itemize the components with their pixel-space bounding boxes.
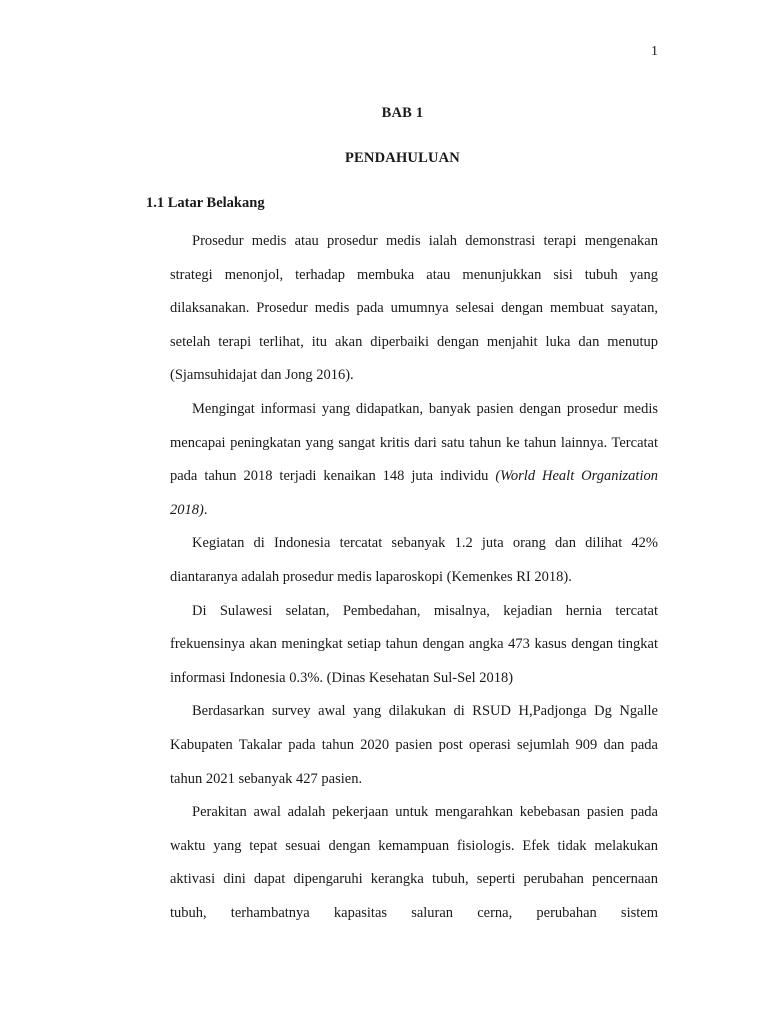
paragraph-text: Kegiatan di Indonesia tercatat sebanyak 1.2 juta orang dan dilihat 42% diantaranya adalah prosedur medis laparoskopi (Kemenkes RI 2018).	[170, 535, 658, 585]
paragraph-3	[170, 527, 658, 594]
chapter-title: PENDAHULUAN	[345, 150, 460, 166]
body-text	[170, 225, 658, 930]
paragraph-5	[170, 695, 658, 796]
section-heading: 1.1 Latar Belakang	[146, 195, 265, 211]
paragraph-6	[170, 796, 658, 930]
paragraph-tail: .	[203, 501, 208, 518]
paragraph-4	[170, 595, 658, 696]
paragraph-text: Berdasarkan survey awal yang dilakukan di RSUD H,Padjonga Dg Ngalle Kabupaten Takalar pada tahun 2020 pasien post operasi sejumlah 909 dan pada tahun 2021 sebanyak 427 pasien.	[170, 703, 658, 787]
paragraph-text: Mengingat informasi yang didapatkan, banyak pasien dengan prosedur medis mencapai peningkatan yang sangat kritis dari satu tahun ke tahun lainnya. Tercatat pada tahun 2018 terjadi kenaikan 148 juta individu	[170, 400, 658, 485]
paragraph-2	[170, 393, 658, 527]
paragraph-text: Prosedur medis atau prosedur medis ialah demonstrasi terapi mengenakan strategi menonjol, terhadap membuka atau menunjukkan sisi tubuh yang dilaksanakan. Prosedur medis pada umumnya selesai dengan membuat sayatan, setelah terapi terlihat, itu akan diperbaiki dengan menjahit luka dan menutup (Sjamsuhidajat dan Jong 2016).	[170, 233, 658, 384]
chapter-label: BAB 1	[381, 105, 424, 121]
paragraph-1	[170, 225, 658, 393]
paragraph-text: Di Sulawesi selatan, Pembedahan, misalnya, kejadian hernia tercatat frekuensinya akan meningkat setiap tahun dengan angka 473 kasus dengan tingkat informasi Indonesia 0.3%. (Dinas Kesehatan Sul-Sel 2018)	[170, 602, 658, 686]
paragraph-text: Perakitan awal adalah pekerjaan untuk mengarahkan kebebasan pasien pada waktu yang tepat sesuai dengan kemampuan fisiologis. Efek tidak melakukan aktivasi dini dapat dipengaruhi kerangka tubuh, seperti perubahan pencernaan tubuh, terhambatnya kapasitas saluran cerna, perubahan sistem	[170, 804, 658, 921]
page-number: 1	[651, 44, 658, 59]
citation-italic: (World Healt Organization 2018)	[170, 468, 658, 518]
